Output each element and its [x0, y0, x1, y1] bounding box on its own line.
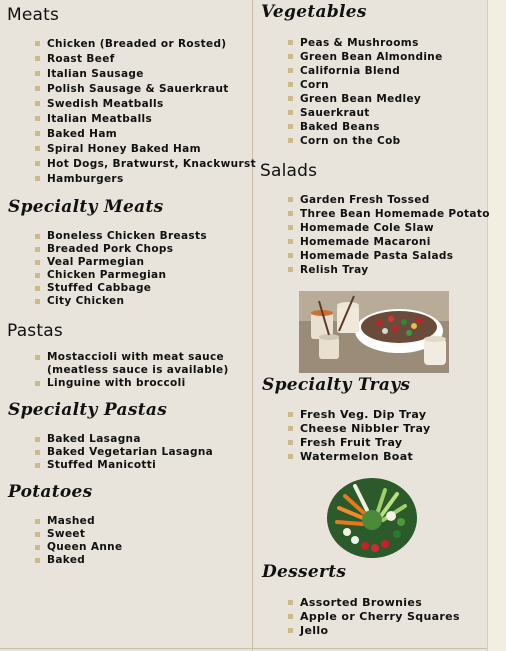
- potatoes-list: [35, 515, 122, 567]
- list-item: Mostaccioli with meat sauce: [35, 351, 229, 364]
- list-item: Corn: [288, 78, 443, 92]
- list-item: Queen Anne: [35, 541, 122, 554]
- list-item: Roast Beef: [35, 52, 256, 67]
- list-item: Relish Tray: [288, 263, 490, 277]
- specialty-trays-heading: Specialty Trays: [262, 375, 411, 395]
- list-item: Polish Sausage & Sauerkraut: [35, 82, 256, 97]
- list-item: Green Bean Almondine: [288, 50, 443, 64]
- list-item: Baked Beans: [288, 120, 443, 134]
- list-item: Stuffed Manicotti: [35, 459, 213, 472]
- list-item: Baked: [35, 554, 122, 567]
- list-item: Garden Fresh Tossed: [288, 193, 490, 207]
- meats-heading: Meats: [7, 5, 60, 25]
- list-item: Spiral Honey Baked Ham: [35, 142, 256, 157]
- list-item: Breaded Pork Chops: [35, 243, 207, 256]
- list-item: Swedish Meatballs: [35, 97, 256, 112]
- page-margin: [487, 0, 506, 651]
- desserts-list: [288, 596, 460, 638]
- list-item: Peas & Mushrooms: [288, 36, 443, 50]
- pasta-note: (meatless sauce is available): [47, 364, 229, 376]
- salads-heading: Salads: [260, 161, 318, 181]
- list-item: Green Bean Medley: [288, 92, 443, 106]
- list-item: Sauerkraut: [288, 106, 443, 120]
- list-item: Chicken Parmegian: [35, 269, 207, 282]
- list-item: Homemade Macaroni: [288, 235, 490, 249]
- list-item: Italian Meatballs: [35, 112, 256, 127]
- list-item: Homemade Pasta Salads: [288, 249, 490, 263]
- pastas-heading: Pastas: [7, 321, 63, 341]
- list-item-note: [35, 364, 229, 377]
- list-item: Chicken (Breaded or Rosted): [35, 37, 256, 52]
- list-item: Boneless Chicken Breasts: [35, 230, 207, 243]
- list-item: Jello: [288, 624, 460, 638]
- list-item: Homemade Cole Slaw: [288, 221, 490, 235]
- salad-bar-image: [299, 291, 449, 373]
- meats-list: [35, 37, 256, 187]
- list-item: Baked Lasagna: [35, 433, 213, 446]
- list-item: Fresh Veg. Dip Tray: [288, 408, 431, 422]
- list-item: California Blend: [288, 64, 443, 78]
- list-item: Three Bean Homemade Potato: [288, 207, 490, 221]
- specialty-meats-list: [35, 230, 207, 308]
- list-item: Assorted Brownies: [288, 596, 460, 610]
- bottom-border: [0, 648, 487, 649]
- list-item: Italian Sausage: [35, 67, 256, 82]
- vegetables-list: [288, 36, 443, 148]
- specialty-pastas-list: [35, 433, 213, 472]
- pastas-list: [35, 351, 229, 390]
- list-item: Watermelon Boat: [288, 450, 431, 464]
- specialty-trays-list: [288, 408, 431, 464]
- list-item: Sweet: [35, 528, 122, 541]
- list-item: Hot Dogs, Bratwurst, Knackwurst: [35, 157, 256, 172]
- salads-list: [288, 193, 490, 277]
- specialty-meats-heading: Specialty Meats: [8, 197, 164, 217]
- list-item: Stuffed Cabbage: [35, 282, 207, 295]
- list-item: City Chicken: [35, 295, 207, 308]
- veggie-tray-photo: [325, 476, 419, 560]
- vegetables-heading: Vegetables: [261, 2, 367, 22]
- list-item: Baked Vegetarian Lasagna: [35, 446, 213, 459]
- list-item: Baked Ham: [35, 127, 256, 142]
- salad-bar-photo: [299, 291, 449, 373]
- desserts-heading: Desserts: [262, 562, 347, 582]
- list-item: Veal Parmegian: [35, 256, 207, 269]
- list-item: Apple or Cherry Squares: [288, 610, 460, 624]
- list-item: Hamburgers: [35, 172, 256, 187]
- list-item: Mashed: [35, 515, 122, 528]
- list-item: Corn on the Cob: [288, 134, 443, 148]
- list-item: Cheese Nibbler Tray: [288, 422, 431, 436]
- list-item: Linguine with broccoli: [35, 377, 229, 390]
- potatoes-heading: Potatoes: [8, 482, 93, 502]
- specialty-pastas-heading: Specialty Pastas: [8, 400, 168, 420]
- veggie-tray-image: [325, 476, 419, 560]
- list-item: Fresh Fruit Tray: [288, 436, 431, 450]
